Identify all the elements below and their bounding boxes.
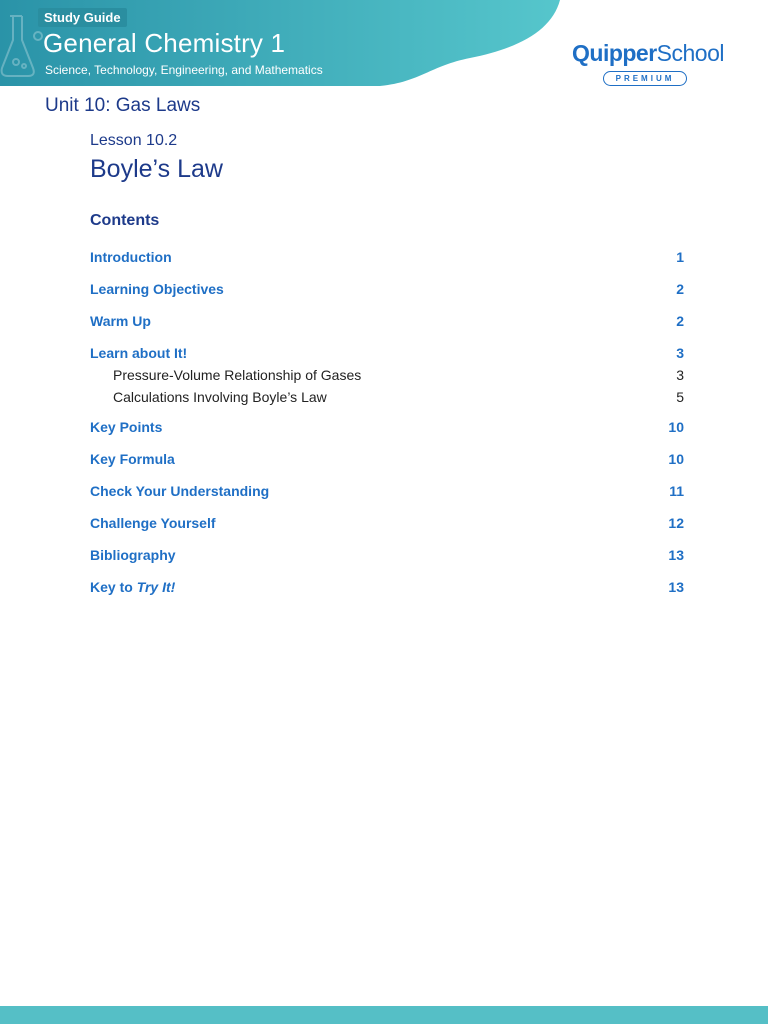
toc-page: 10: [668, 451, 684, 467]
study-guide-badge: Study Guide: [38, 8, 127, 27]
toc-item-key-formula[interactable]: [90, 451, 684, 467]
course-title: General Chemistry 1: [43, 28, 286, 58]
toc-page: 2: [676, 281, 684, 297]
toc-label: Challenge Yourself: [90, 515, 216, 531]
toc-item-key-to-try-it[interactable]: [90, 579, 684, 595]
toc-label: Learn about It!: [90, 345, 188, 361]
toc-label: Learning Objectives: [90, 281, 224, 297]
toc-label: Key Formula: [90, 451, 175, 467]
lesson-title: Boyle’s Law: [90, 155, 223, 183]
toc-label: Introduction: [90, 249, 172, 265]
toc-page: 1: [676, 249, 684, 265]
toc-subitem-pressure-volume[interactable]: [90, 367, 684, 383]
toc-label: Check Your Understanding: [90, 483, 270, 499]
logo-school: School: [656, 40, 724, 66]
quipper-school-logo: [572, 40, 724, 67]
toc-page: 13: [668, 579, 684, 595]
toc-subitem-calculations[interactable]: [90, 389, 684, 405]
toc-page: 10: [668, 419, 684, 435]
toc-item-challenge-yourself[interactable]: [90, 515, 684, 531]
table-of-contents: [90, 249, 684, 595]
toc-page: 12: [668, 515, 684, 531]
toc-page: 11: [669, 483, 684, 499]
toc-page: 5: [676, 389, 684, 405]
toc-label-italic: Try It!: [136, 579, 176, 595]
toc-page: 2: [676, 313, 684, 329]
toc-label: [90, 579, 175, 595]
contents-heading: Contents: [90, 212, 160, 229]
toc-page: 3: [676, 367, 684, 383]
toc-label: Pressure-Volume Relationship of Gases: [113, 367, 362, 383]
toc-label: Key Points: [90, 419, 163, 435]
premium-badge: PREMIUM: [603, 71, 687, 86]
toc-label: Calculations Involving Boyle’s Law: [113, 389, 327, 405]
toc-label-prefix: Key to: [90, 579, 137, 595]
toc-item-learning-objectives[interactable]: [90, 281, 684, 297]
course-subtitle: Science, Technology, Engineering, and Mathematics: [45, 63, 323, 77]
toc-item-key-points[interactable]: [90, 419, 684, 435]
unit-title: Unit 10: Gas Laws: [45, 95, 201, 116]
footer-bar: [0, 1006, 768, 1024]
toc-label: Warm Up: [90, 313, 151, 329]
toc-item-introduction[interactable]: [90, 249, 684, 265]
toc-item-check-your-understanding[interactable]: [90, 483, 684, 499]
toc-label: Bibliography: [90, 547, 176, 563]
toc-page: 3: [676, 345, 684, 361]
logo-quipper: Quipper: [572, 40, 657, 66]
toc-item-warm-up[interactable]: [90, 313, 684, 329]
toc-item-learn-about-it[interactable]: [90, 345, 684, 361]
lesson-number: Lesson 10.2: [90, 132, 178, 149]
toc-page: 13: [668, 547, 684, 563]
toc-item-bibliography[interactable]: [90, 547, 684, 563]
